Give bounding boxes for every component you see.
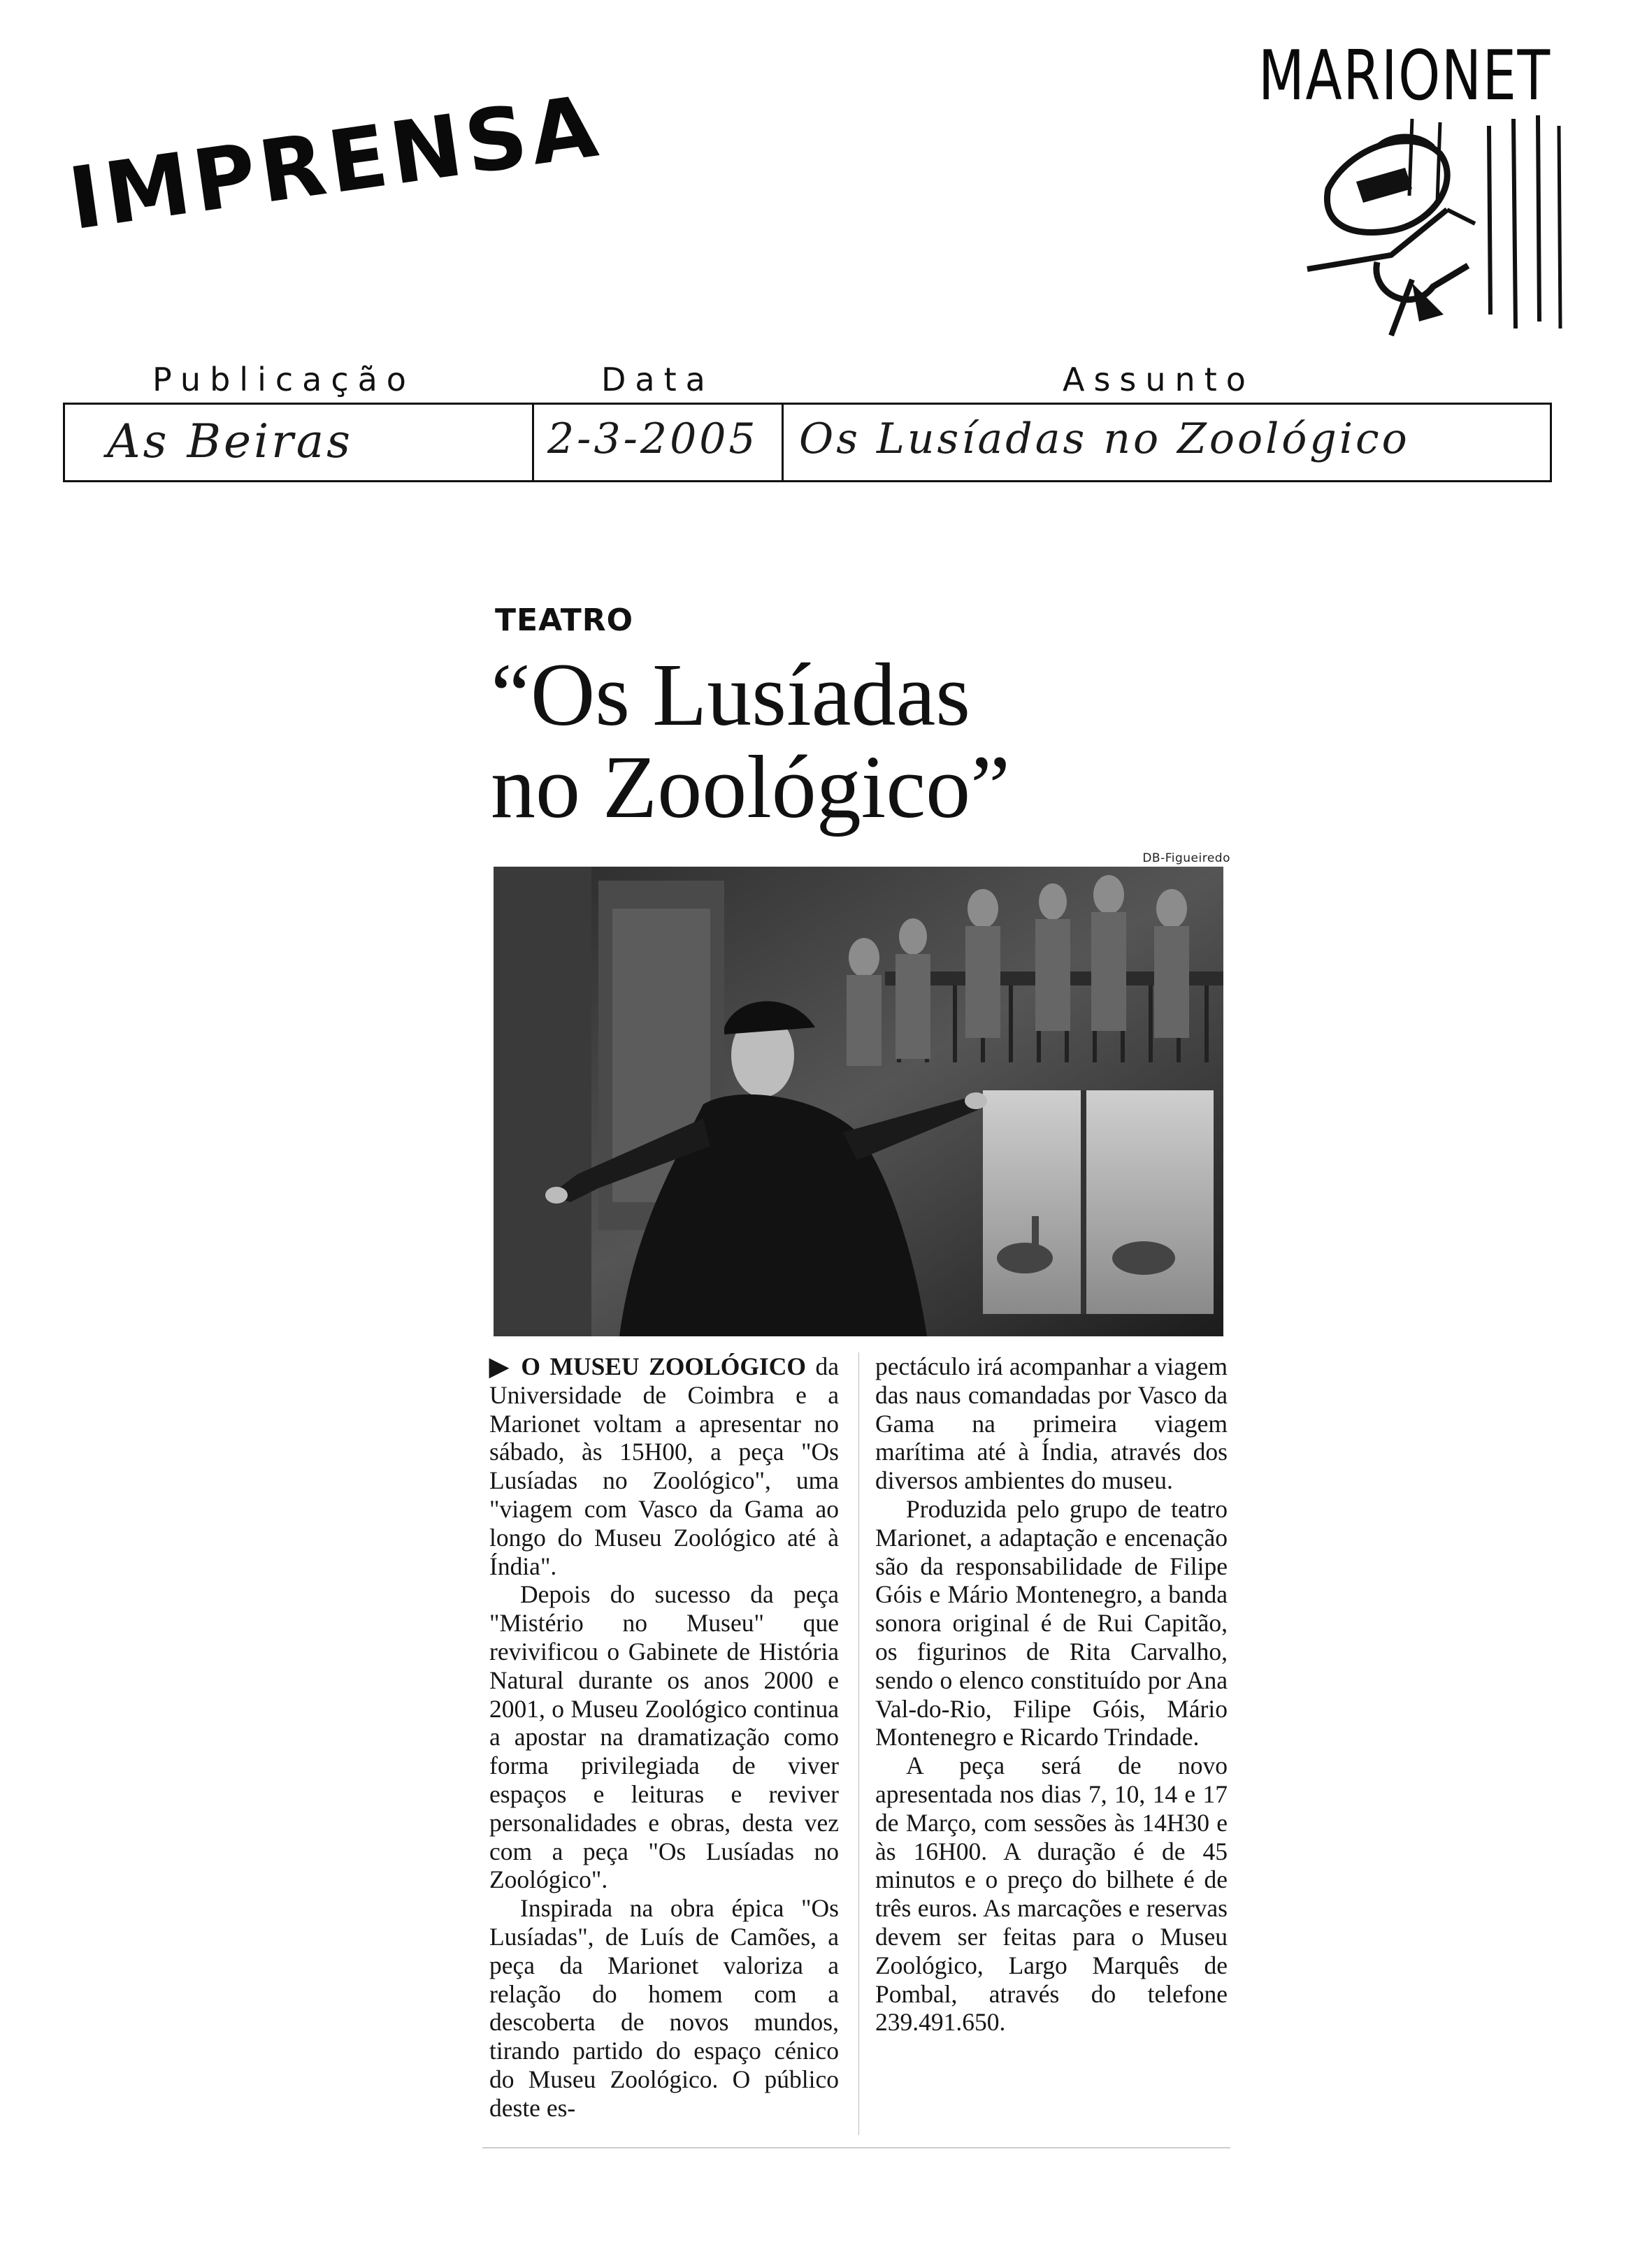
article-column-2	[875, 1352, 1228, 2037]
paragraph-2: Depois do sucesso da peça "Mistério no Museu" que revivificou o Gabinete de História Natural durante os anos 2000 e 2001, o Museu Zoológico continua a apostar na dramatização como forma privilegiada de viver espaços e leituras e reviver personalidades e obras, desta vez com a peça "Os Lusíadas no Zoológico".	[489, 1580, 839, 1894]
label-date: Data	[601, 361, 714, 398]
headline	[491, 645, 1260, 837]
label-subject: Assunto	[1063, 361, 1255, 398]
photo-credit: DB-Figueiredo	[1142, 851, 1230, 865]
marionet-brand: MARIONET	[1258, 36, 1551, 116]
headline-line-2: no Zoológico”	[491, 737, 1010, 837]
section-tag: TEATRO	[495, 602, 634, 638]
handwritten-publication: As Beiras	[107, 414, 353, 468]
paragraph-3-part-1: Inspirada na obra épica "Os Lusíadas", de Luís de Camões, a peça da Marionet valoriza a relação do homem com a descoberta de novos mundos, tirando partido do espaço cénico do Museu Zoológico. O público deste es-	[489, 1894, 839, 2122]
lead-caps: O MUSEU ZOOLÓGICO	[521, 1352, 807, 1380]
handwritten-subject: Os Lusíadas no Zoológico	[799, 414, 1410, 463]
paragraph-4: Produzida pelo grupo de teatro Marionet, a adaptação e encenação são da responsabilidade de Filipe Góis e Mário Montenegro, a banda sonora original é de Rui Capitão, os figurinos de Rita Carvalho, sendo o elenco constituído por Ana Val-do-Rio, Filipe Góis, Mário Montenegro e Ricardo Trindade.	[875, 1494, 1228, 1751]
header-divider	[782, 405, 784, 480]
imprensa-stamp: IMPRENSA	[63, 76, 607, 250]
header-box	[63, 403, 1552, 482]
article-column-1	[489, 1352, 839, 2123]
lead-paragraph	[489, 1352, 839, 1580]
headline-line-1: “Os Lusíadas	[491, 645, 971, 744]
photo-scene	[494, 867, 1223, 1336]
lead-marker-icon: ▶	[489, 1352, 512, 1380]
marionet-logo-icon	[1272, 105, 1566, 342]
header-divider	[532, 405, 534, 480]
paragraph-3-part-2: pectáculo irá acompanhar a viagem das naus comandadas por Vasco da Gama na primeira viagem marítima até à Índia, através dos diversos ambientes do museu.	[875, 1352, 1228, 1495]
paragraph-5: A peça será de novo apresentada nos dias 7, 10, 14 e 17 de Março, com sessões às 14H30 e às 16H00. A duração é de 45 minutos e o preço do bilhete é de três euros. As marcações e reservas devem ser feitas para o Museu Zoológico, Largo Marquês de Pombal, através do telefone 239.491.650.	[875, 1751, 1228, 2037]
label-publication: Publicação	[152, 361, 415, 398]
handwritten-date: 2-3-2005	[547, 414, 758, 463]
column-divider	[858, 1352, 859, 2135]
bottom-rule	[482, 2147, 1230, 2148]
lead-text: da Universidade de Coimbra e a Marionet voltam a apresentar no sábado, às 15H00, a peça "Os Lusíadas no Zoológico", uma "viagem com Vasco da Gama ao longo do Museu Zoológico até à Índia".	[489, 1352, 839, 1580]
article-photo	[494, 867, 1223, 1336]
